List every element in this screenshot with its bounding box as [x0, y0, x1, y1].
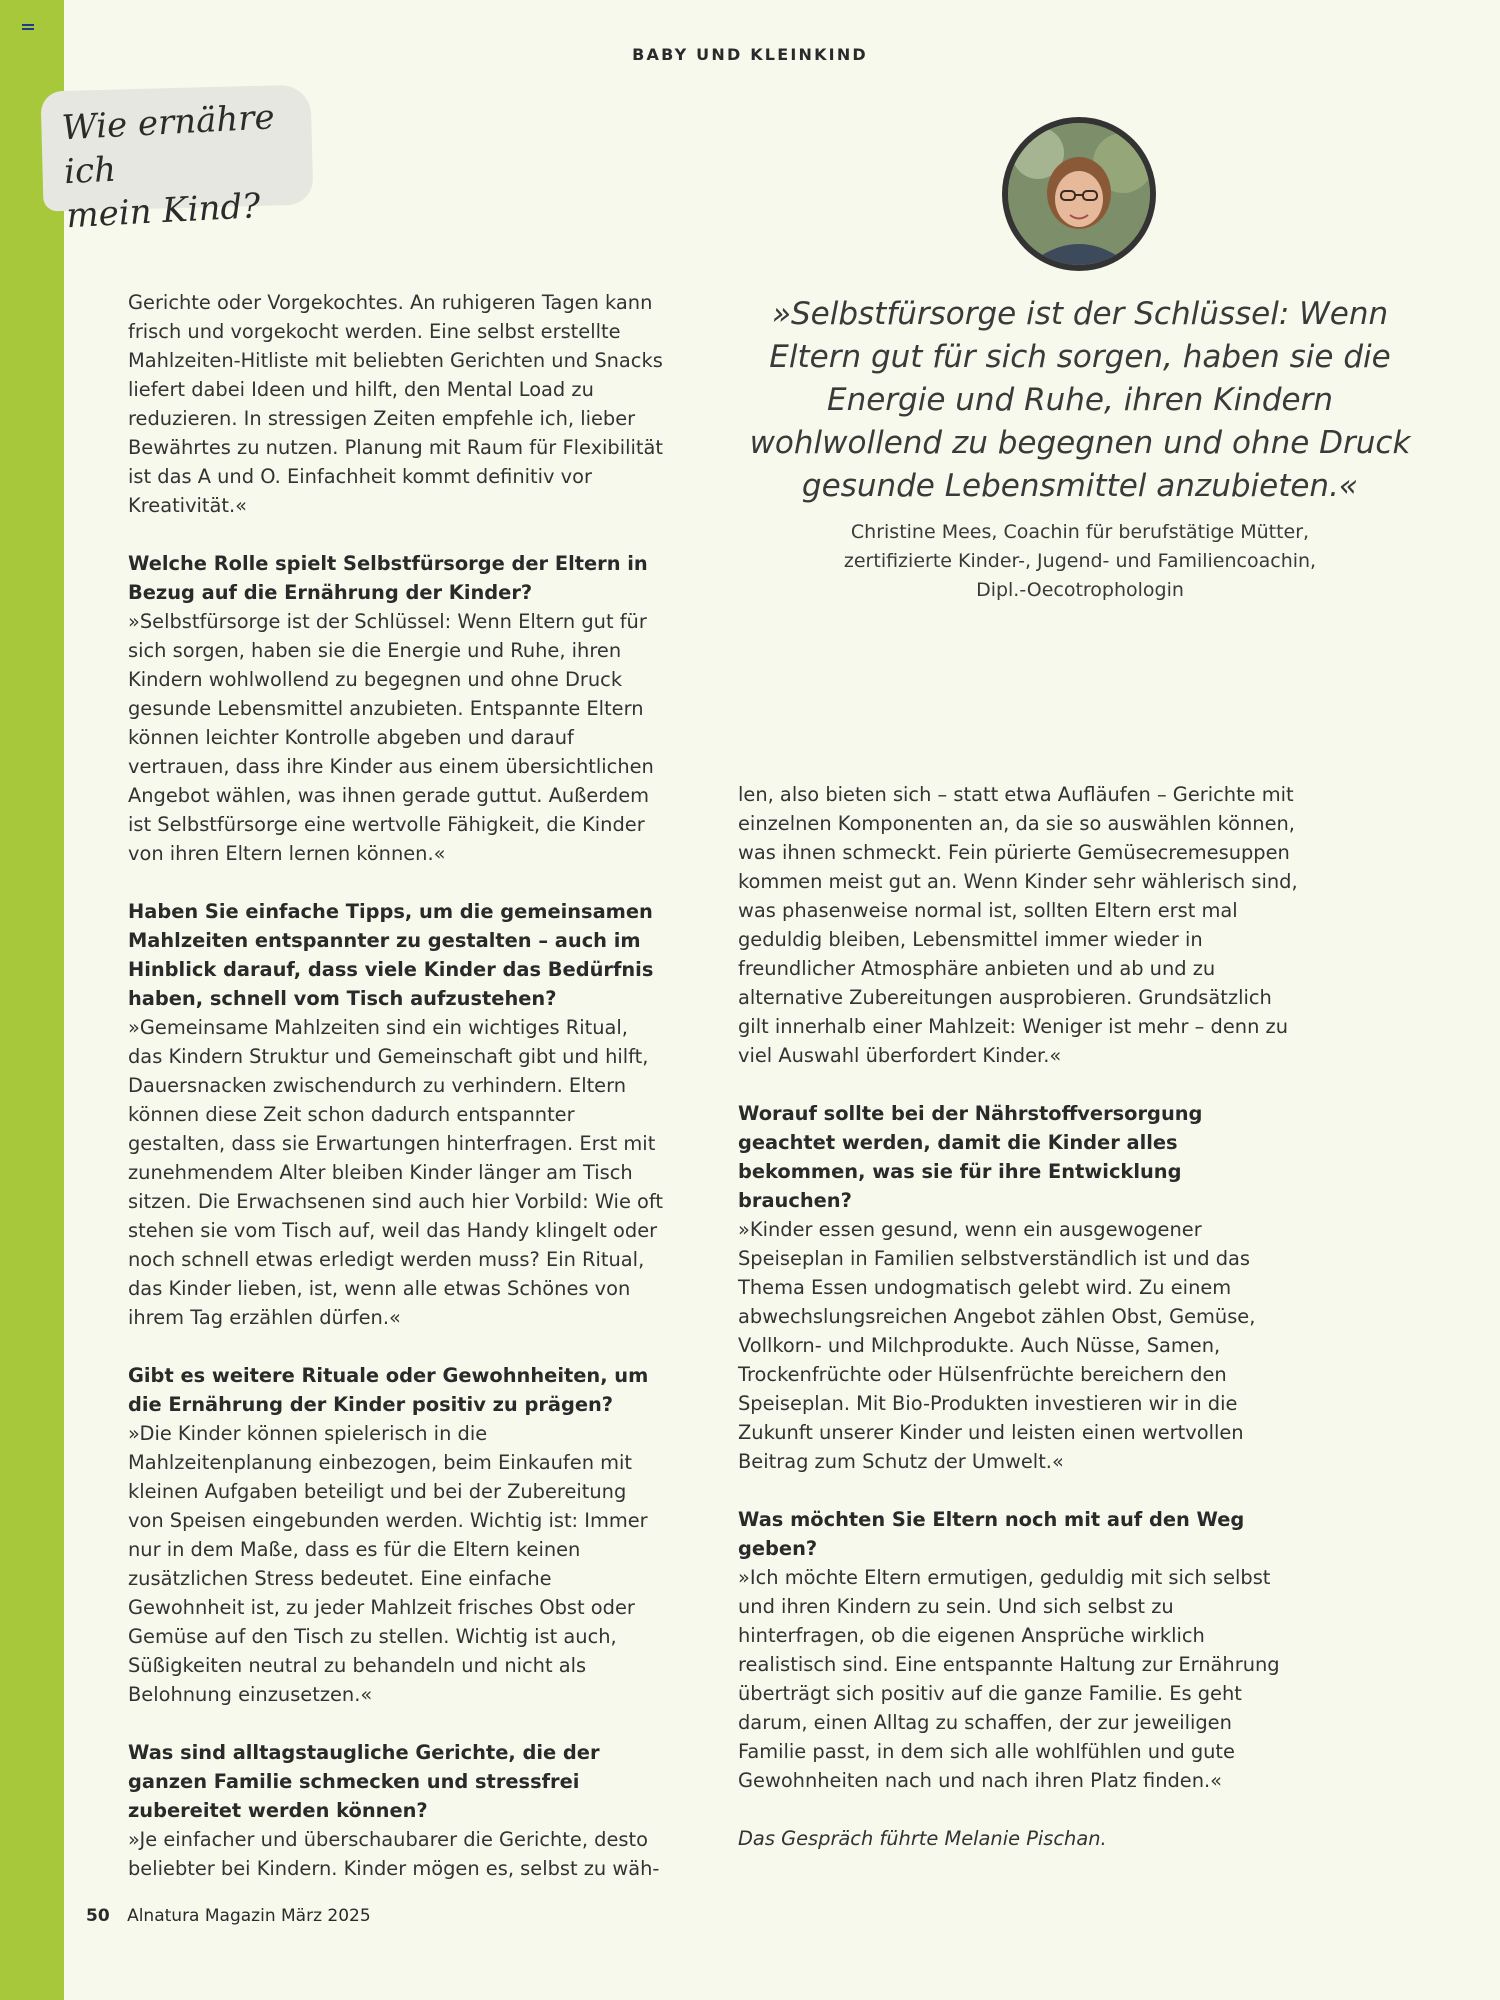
credit-line-3: Dipl.-Oecotrophologin	[976, 579, 1184, 601]
qa-block	[128, 897, 668, 1332]
article-title	[61, 94, 308, 238]
answer: »Ich möchte Eltern ermutigen, geduldig mit sich selbst und ihren Kindern zu sein. Und sich selbst zu hinterfragen, ob die eigenen Ansprüche wirklich realistisch sind. Eine entspannte Haltung zur Ernährung überträgt sich positiv auf die ganze Familie. Es geht darum, einen Alltag zu schaffen, der zur jeweiligen Familie passt, in dem sich alle wohlfühlen und gute Gewohnheiten nach und nach ihren Platz finden.«	[738, 1566, 1280, 1792]
left-column	[128, 288, 668, 1912]
page-footer	[86, 1906, 371, 1926]
title-line-1: Wie ernähre ich	[60, 97, 276, 193]
continued-paragraph: len, also bieten sich – statt etwa Aufläufen – Gerichte mit einzelnen Komponenten an, da sie so auswählen können, was ihnen schmeckt. Fein pürierte Gemüsecremesuppen kommen meist gut an. Wenn Kinder sehr wählerisch sind, was phasenweise normal ist, sollten Eltern erst mal geduldig bleiben, Lebensmittel immer wieder in freundlicher Atmosphäre anbieten und ab und zu alternative Zubereitungen ausprobieren. Grundsätzlich gilt innerhalb einer Mahlzeit: Weniger ist mehr – denn zu viel Auswahl überfordert Kinder.«	[738, 783, 1298, 1067]
answer: »Gemeinsame Mahlzeiten sind ein wichtiges Ritual, das Kindern Struktur und Gemeinschaft gibt und hilft, Dauersnacken zwischendurch zu verhindern. Eltern können diese Zeit schon dadurch entspannter gestalten, dass sie Erwartungen hinterfragen. Erst mit zunehmendem Alter bleiben Kinder länger am Tisch sitzen. Die Erwachsenen sind auch hier Vorbild: Wie oft stehen sie vom Tisch auf, weil das Handy klingelt oder noch schnell etwas erledigt werden muss? Ein Ritual, das Kinder lieben, ist, wenn alle etwas Schönes von ihrem Tag erzählen dürfen.«	[128, 1016, 663, 1329]
pull-quote: »Selbstfürsorge ist der Schlüssel: Wenn Eltern gut für sich sorgen, haben sie die Energie und Ruhe, ihren Kindern wohlwollend zu begegnen und ohne Druck gesunde Lebensmittel anzubieten.«	[749, 296, 1411, 504]
publication-name: Alnatura Magazin März 2025	[127, 1906, 371, 1926]
question: Was sind alltagstaugliche Gerichte, die der ganzen Familie schmecken und stressfrei zubereitet werden können?	[128, 1741, 600, 1822]
page-number: 50	[86, 1906, 110, 1926]
title-line-2: mein Kind?	[65, 186, 262, 237]
qa-block	[738, 1505, 1298, 1795]
portrait-illustration	[1008, 123, 1150, 265]
question: Worauf sollte bei der Nährstoffversorgung geachtet werden, damit die Kinder alles bekommen, was sie für ihre Entwicklung brauchen?	[738, 1102, 1203, 1212]
qa-block	[128, 1361, 668, 1709]
answer: »Kinder essen gesund, wenn ein ausgewogener Speiseplan in Familien selbstverständlich ist und das Thema Essen undogmatisch gelebt wird. Zu einem abwechslungsreichen Angebot zählen Obst, Gemüse, Vollkorn- und Milchprodukte. Auch Nüsse, Samen, Trockenfrüchte oder Hülsenfrüchte bereichern den Speiseplan. Mit Bio-Produkten investieren wir in die Zukunft unserer Kinder und leisten einen wertvollen Beitrag zum Schutz der Umwelt.«	[738, 1218, 1256, 1473]
section-label: BABY UND KLEINKIND	[632, 45, 868, 64]
side-color-bar	[0, 0, 64, 2000]
quote-credit	[785, 518, 1375, 605]
menu-icon[interactable]	[22, 24, 34, 34]
question: Haben Sie einfache Tipps, um die gemeinsamen Mahlzeiten entspannter zu gestalten – auch im Hinblick darauf, dass viele Kinder das Bedürfnis haben, schnell vom Tisch aufzustehen?	[128, 900, 654, 1010]
qa-block	[128, 549, 668, 868]
qa-block	[738, 1099, 1298, 1476]
question: Was möchten Sie Eltern noch mit auf den Weg geben?	[738, 1508, 1245, 1560]
question: Gibt es weitere Rituale oder Gewohnheiten, um die Ernährung der Kinder positiv zu prägen?	[128, 1364, 649, 1416]
intro-paragraph: Gerichte oder Vorgekochtes. An ruhigeren Tagen kann frisch und vorgekocht werden. Eine selbst erstellte Mahlzeiten-Hitliste mit beliebten Gerichten und Snacks liefert dabei Ideen und hilft, den Mental Load zu reduzieren. In stressigen Zeiten empfehle ich, lieber Bewährtes zu nutzen. Planung mit Raum für Flexibilität ist das A und O. Einfachheit kommt definitiv vor Kreativität.«	[128, 291, 663, 517]
answer: »Je einfacher und überschaubarer die Gerichte, desto beliebter bei Kindern. Kinder mögen es, selbst zu wäh-	[128, 1828, 660, 1880]
interviewer-credit: Das Gespräch führte Melanie Pischan.	[738, 1827, 1107, 1850]
answer: »Die Kinder können spielerisch in die Mahlzeitenplanung einbezogen, beim Einkaufen mit kleinen Aufgaben beteiligt und bei der Zubereitung von Speisen eingebunden werden. Wichtig ist: Immer nur in dem Maße, dass es für die Eltern keinen zusätzlichen Stress bedeutet. Eine einfache Gewohnheit ist, zu jeder Mahlzeit frisches Obst oder Gemüse auf den Tisch zu stellen. Wichtig ist auch, Süßigkeiten neutral zu behandeln und nicht als Belohnung einzusetzen.«	[128, 1422, 648, 1706]
answer: »Selbstfürsorge ist der Schlüssel: Wenn Eltern gut für sich sorgen, haben sie die Energie und Ruhe, ihren Kindern wohlwollend zu begegnen und ohne Druck gesunde Lebensmittel anzubieten. Entspannte Eltern können leichter Kontrolle abgeben und darauf vertrauen, dass ihre Kinder aus einem übersichtlichen Angebot wählen, was ihnen gerade guttut. Außerdem ist Selbstfürsorge eine wertvolle Fähigkeit, die Kinder von ihren Eltern lernen können.«	[128, 610, 654, 865]
question: Welche Rolle spielt Selbstfürsorge der Eltern in Bezug auf die Ernährung der Kinder?	[128, 552, 648, 604]
credit-line-2: zertifizierte Kinder-, Jugend- und Familiencoachin,	[843, 550, 1317, 572]
right-column	[738, 780, 1298, 1882]
qa-block	[128, 1738, 668, 1883]
credit-line-1: Christine Mees, Coachin für berufstätige Mütter,	[850, 521, 1310, 543]
portrait-photo	[1002, 117, 1156, 271]
